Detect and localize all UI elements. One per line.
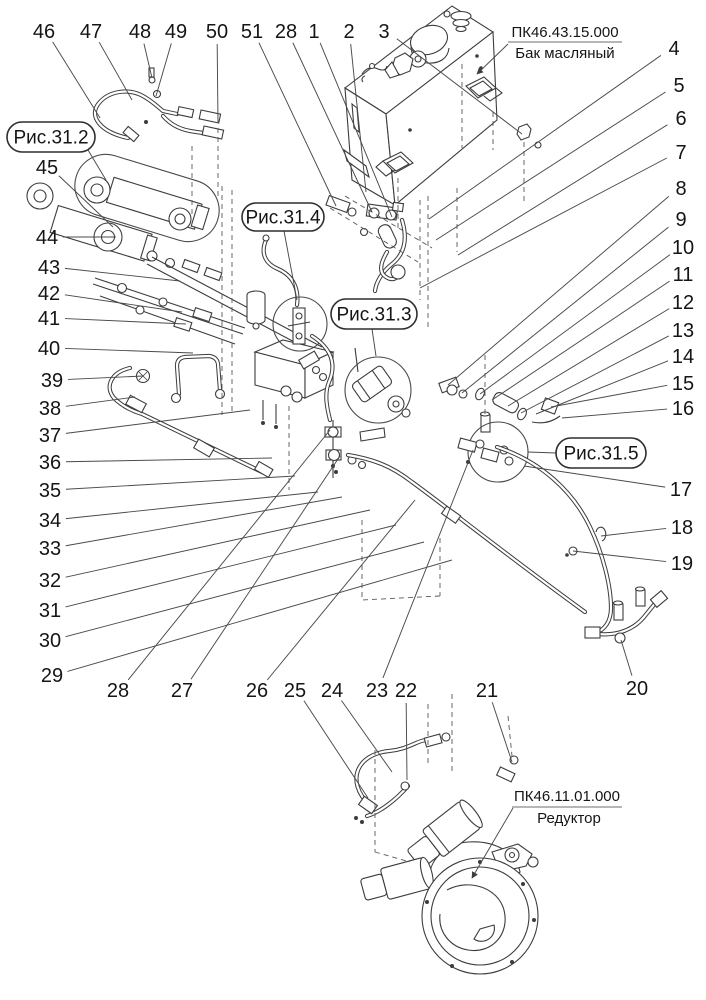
callout-48: 48 (128, 21, 152, 43)
leader-line-25 (304, 701, 368, 798)
callout-11: 11 (672, 264, 694, 286)
hose-end-fittings-drawing (565, 527, 667, 643)
leader-line-30 (65, 542, 424, 637)
callout-45: 45 (35, 157, 59, 179)
leader-line-34 (66, 492, 318, 519)
leader-line-41 (65, 319, 186, 324)
figure-ref-label-3: Рис.31.3 (336, 304, 412, 326)
callout-26: 26 (245, 680, 269, 702)
long-hoses-drawing (348, 447, 657, 634)
leader-line-23 (383, 450, 473, 678)
tank-part-code: ПК46.43.15.000 (511, 24, 619, 41)
leader-line-32 (66, 510, 370, 577)
callout-17: 17 (669, 479, 693, 501)
leader-line-43 (65, 268, 180, 281)
leader-line-7 (420, 158, 667, 288)
callout-22: 22 (394, 680, 418, 702)
gearbox-drawing (354, 733, 538, 974)
leader-line-20 (621, 640, 632, 676)
callout-10: 10 (671, 237, 695, 259)
leader-line-18 (601, 528, 666, 536)
leader-line-46 (53, 42, 100, 118)
leader-line-16 (562, 409, 667, 418)
callout-30: 30 (38, 630, 62, 652)
callout-23: 23 (365, 680, 389, 702)
callout-39: 39 (40, 370, 64, 392)
callout-40: 40 (37, 338, 61, 360)
callout-42: 42 (37, 283, 61, 305)
callout-19: 19 (670, 553, 694, 575)
callout-6: 6 (675, 108, 687, 130)
tee-detail-drawing (458, 422, 528, 482)
leader-line-22 (406, 703, 407, 780)
callout-24: 24 (320, 680, 344, 702)
callout-16: 16 (671, 398, 695, 420)
callout-9: 9 (675, 209, 687, 231)
callout-33: 33 (38, 538, 62, 560)
callout-7: 7 (675, 142, 687, 164)
callout-51: 51 (240, 21, 264, 43)
leader-line-48 (144, 44, 152, 78)
callout-5: 5 (673, 75, 685, 97)
leader-line-17 (524, 466, 665, 487)
leader-line-6 (458, 125, 667, 255)
callout-36: 36 (38, 452, 62, 474)
leader-line-9 (462, 227, 668, 393)
callout-27: 27 (170, 680, 194, 702)
callout-38: 38 (38, 398, 62, 420)
callout-13: 13 (671, 320, 695, 342)
gearbox-part-code: ПК46.11.01.000 (514, 788, 620, 805)
callout-20: 20 (625, 678, 649, 700)
callout-18: 18 (670, 517, 694, 539)
callout-12: 12 (671, 292, 695, 314)
callout-31: 31 (38, 600, 62, 622)
callout-28: 28 (106, 680, 130, 702)
leader-line-28 (128, 430, 330, 680)
callout-34: 34 (38, 510, 62, 532)
callout-14: 14 (671, 346, 695, 368)
leader-line-8 (448, 196, 669, 385)
leader-line-10 (480, 255, 670, 394)
tank-part-name: Бак масляный (515, 45, 615, 62)
callout-2: 2 (343, 21, 355, 43)
callout-44: 44 (35, 227, 59, 249)
leader-line-27 (191, 456, 340, 679)
leader-line-21 (492, 702, 512, 762)
hose-bundle-drawing (93, 278, 265, 344)
callout-43: 43 (37, 257, 61, 279)
leader-line-40 (65, 348, 193, 353)
callout-21: 21 (475, 680, 499, 702)
callout-15: 15 (671, 373, 695, 395)
leader-line-39 (68, 376, 143, 379)
callout-47: 47 (79, 21, 103, 43)
callout-28: 28 (274, 21, 298, 43)
filter-drawing (345, 348, 411, 423)
gearbox-part-name: Редуктор (537, 810, 601, 827)
figure-ref-label-1: Рис.31.2 (13, 127, 89, 149)
leader-line-35 (66, 476, 295, 489)
tee-fittings-drawing (325, 420, 385, 478)
tank-annotation (477, 24, 622, 74)
leader-line-51 (259, 43, 336, 206)
callout-49: 49 (164, 21, 188, 43)
valve-block-drawing (255, 340, 333, 429)
figure-ref-label-2: Рис.31.4 (245, 207, 321, 229)
callout-29: 29 (40, 665, 64, 687)
callout-46: 46 (32, 21, 56, 43)
leader-line-37 (66, 410, 250, 433)
callout-32: 32 (38, 570, 62, 592)
callout-37: 37 (38, 425, 62, 447)
callout-41: 41 (37, 308, 61, 330)
callout-3: 3 (378, 21, 390, 43)
callout-25: 25 (283, 680, 307, 702)
figure-ref-label-4: Рис.31.5 (563, 443, 639, 465)
leader-line-49 (156, 43, 171, 96)
callout-4: 4 (668, 38, 680, 60)
callout-35: 35 (38, 480, 62, 502)
leader-line-12 (508, 309, 669, 406)
callout-50: 50 (205, 21, 229, 43)
callout-8: 8 (675, 178, 687, 200)
top-hose-fittings-drawing (123, 68, 224, 142)
callout-1: 1 (308, 21, 320, 43)
leader-line-50 (217, 44, 218, 122)
leader-line-19 (573, 551, 666, 562)
